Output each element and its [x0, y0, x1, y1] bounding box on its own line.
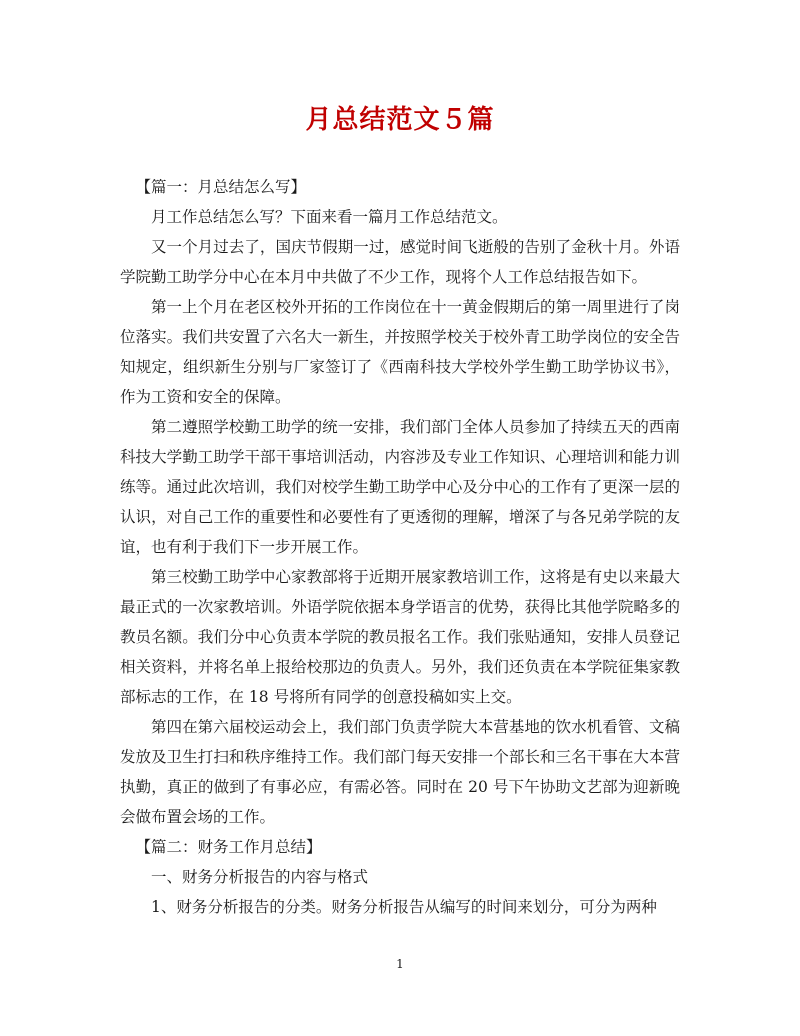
paragraph-item-4: 第四在第六届校运动会上，我们部门负责学院大本营基地的饮水机看管、文稿发放及卫生打扫和秩序维持工作。我们部门每天安排一个部长和三名干事在大本营执勤，真正的做到了有事必应，有需必答。同时在 20 号下午协助文艺部为迎新晚会做布置会场的工作。 [120, 718, 680, 826]
document-title: 月总结范文５篇 [305, 105, 495, 135]
paragraph-item-1: 第一上个月在老区校外开拓的工作岗位在十一黄金假期后的第一周里进行了岗位落实。我们共安置了六名大一新生，并按照学校关于校外青工助学岗位的安全告知规定，组织新生分别与厂家签订了《西南科技大学校外学生勤工助学协议书》，作为工资和安全的保障。 [120, 298, 680, 406]
document-body [120, 172, 680, 922]
paragraph-intro: 月工作总结怎么写？下面来看一篇月工作总结范文。 [151, 208, 508, 226]
paragraph-item-3: 第三校勤工助学中心家教部将于近期开展家教培训工作，这将是有史以来最大最正式的一次家教培训。外语学院依据本身学语言的优势，获得比其他学院略多的教员名额。我们分中心负责本学院的教员报名工作。我们张贴通知，安排人员登记相关资料，并将名单上报给校那边的负责人。另外，我们还负责在本学院征集家教部标志的工作，在 18 号将所有同学的创意投稿如实上交。 [120, 568, 680, 706]
paragraph-summary-opening: 又一个月过去了，国庆节假期一过，感觉时间飞逝般的告别了金秋十月。外语学院勤工助学分中心在本月中共做了不少工作，现将个人工作总结报告如下。 [120, 238, 680, 286]
page-number: 1 [396, 957, 404, 971]
paragraph-item-2: 第二遵照学校勤工助学的统一安排，我们部门全体人员参加了持续五天的西南科技大学勤工助学干部干事培训活动，内容涉及专业工作知识、心理培训和能力训练等。通过此次培训，我们对校学生勤工助学中心及分中心的工作有了更深一层的认识，对自己工作的重要性和必要性有了更透彻的理解，增深了与各兄弟学院的友谊，也有利于我们下一步开展工作。 [120, 418, 680, 556]
section-heading-2: 【篇二：财务工作月总结】 [135, 838, 322, 856]
paragraph-finance-heading: 一、财务分析报告的内容与格式 [151, 868, 369, 886]
paragraph-finance-classification: 1、财务分析报告的分类。财务分析报告从编写的时间来划分，可分为两种 [151, 898, 657, 916]
section-heading-1: 【篇一：月总结怎么写】 [135, 178, 307, 196]
